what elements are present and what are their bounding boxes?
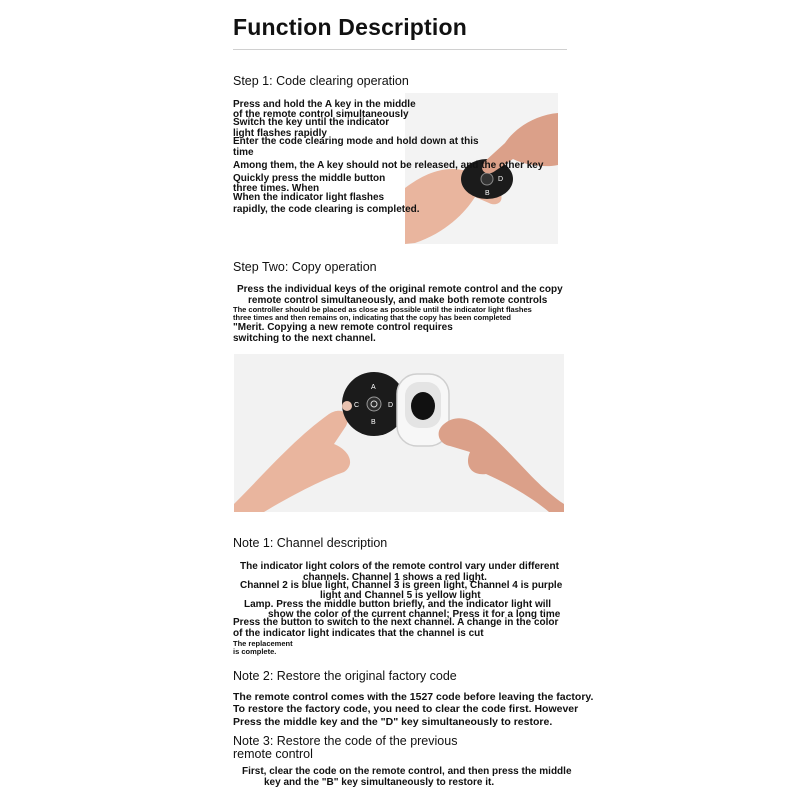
note1-line-3: Channel 2 is blue light, Channel 3 is green light, Channel 4 is purple	[240, 580, 563, 591]
step1-line-7: Among them, the A key should not be released, and the other key	[233, 160, 544, 171]
step2-line-2: remote control simultaneously, and make both remote controls	[248, 295, 548, 306]
svg-text:D: D	[498, 176, 504, 183]
step1-line-4: light flashes rapidly	[233, 128, 327, 139]
step1-line-9: three times. When	[233, 183, 320, 194]
svg-text:C: C	[354, 402, 360, 409]
step2-end-line-1: "Merit. Copying a new remote control requires	[233, 322, 453, 333]
step2-small-line-2: three times and then remains on, indicating that the copy has been completed	[233, 313, 511, 322]
note1-line-7: Press the button to switch to the next channel. A change in the color	[233, 617, 559, 628]
note1-small-line-2: is complete.	[233, 647, 277, 656]
step1-line-11: rapidly, the code clearing is completed.	[233, 204, 420, 215]
step2-heading: Step Two: Copy operation	[233, 260, 377, 274]
step2-line-1: Press the individual keys of the original remote control and the copy	[237, 284, 563, 295]
svg-text:B: B	[371, 419, 376, 426]
step1-line-8: Quickly press the middle button	[233, 173, 386, 184]
step2-photo	[234, 354, 564, 512]
page-title: Function Description	[233, 14, 467, 40]
svg-text:D: D	[388, 402, 394, 409]
svg-text:B: B	[485, 190, 490, 197]
note3-line-1: First, clear the code on the remote control, and then press the middle	[242, 766, 572, 777]
note3-line-2: key and the "B" key simultaneously to restore it.	[264, 777, 495, 788]
step2-small-line-1: The controller should be placed as close as possible until the indicator light flashes	[233, 305, 532, 314]
svg-text:A: A	[371, 384, 376, 391]
note3-heading-line-2: remote control	[233, 747, 313, 761]
step1-line-2: of the remote control simultaneously	[233, 109, 409, 120]
title-divider	[233, 49, 567, 50]
step1-line-1: Press and hold the A key in the middle	[233, 99, 416, 110]
note1-line-1: The indicator light colors of the remote control vary under different	[240, 561, 559, 572]
note1-line-6: show the color of the current channel; Press it for a long time	[268, 609, 561, 620]
note2-line-3: Press the middle key and the "D" key simultaneously to restore.	[233, 716, 553, 728]
note2-line-2: To restore the factory code, you need to clear the code first. However	[233, 703, 579, 715]
note1-small-line-1: The replacement	[233, 639, 293, 648]
note2-heading: Note 2: Restore the original factory code	[233, 669, 457, 683]
copy-hands-illustration	[234, 354, 564, 512]
note1-line-2: channels. Channel 1 shows a red light.	[303, 572, 487, 583]
note1-line-5: Lamp. Press the middle button briefly, and the indicator light will	[244, 599, 552, 610]
note1-line-8: of the indicator light indicates that the channel is cut	[233, 628, 484, 639]
note3-heading-line-1: Note 3: Restore the code of the previous	[233, 734, 458, 748]
step1-heading: Step 1: Code clearing operation	[233, 74, 409, 88]
step1-line-5: Enter the code clearing mode and hold down at this	[233, 136, 479, 147]
step2-end-line-2: switching to the next channel.	[233, 333, 376, 344]
note1-heading: Note 1: Channel description	[233, 536, 388, 550]
note2-line-1: The remote control comes with the 1527 code before leaving the factory.	[233, 691, 594, 703]
step1-line-10: When the indicator light flashes	[233, 192, 385, 203]
step1-line-6: time	[233, 147, 254, 158]
step1-line-3: Switch the key until the indicator	[233, 117, 390, 128]
note1-line-4: light and Channel 5 is yellow light	[320, 590, 481, 601]
